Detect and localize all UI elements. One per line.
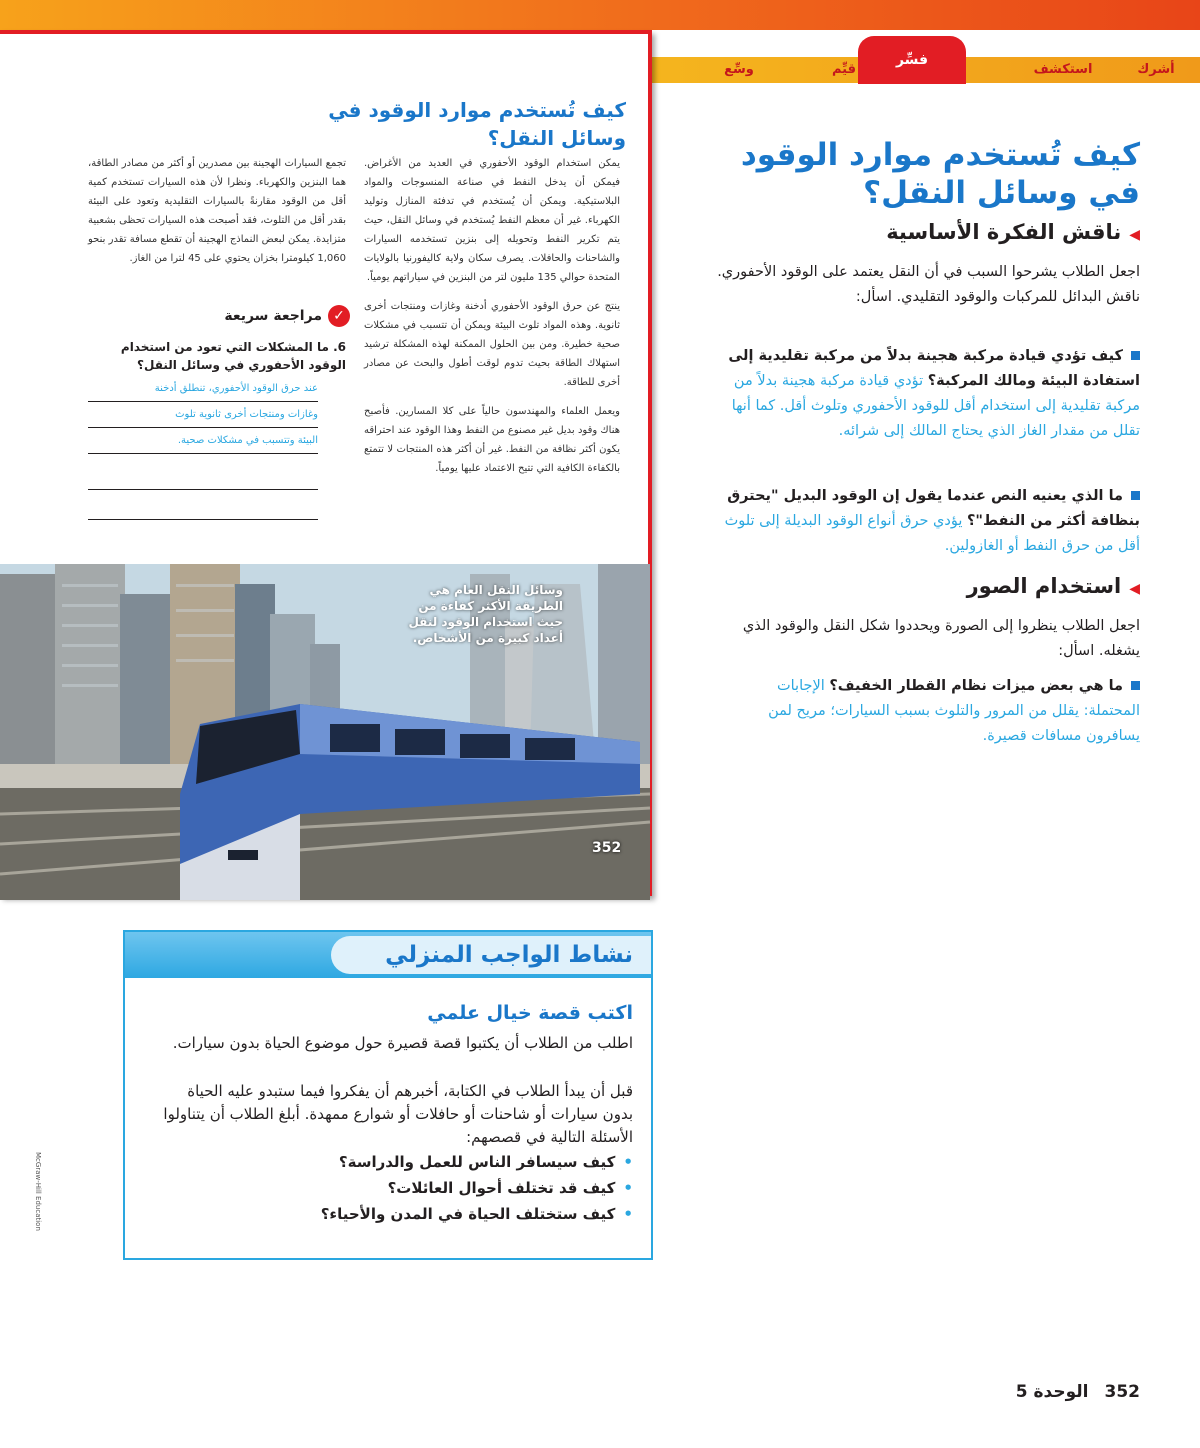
section-body: اجعل الطلاب ينظروا إلى الصورة ويحددوا شكل النقل والوقود الذي يشغله. اسأل: — [742, 618, 1140, 659]
student-page-title: كيف تُستخدم موارد الوقود في وسائل النقل؟ — [328, 98, 626, 150]
section-heading-photos — [700, 574, 1140, 598]
triangle-arrow-icon: ◀ — [1129, 581, 1140, 597]
answer-line: البيئة وتتسبب في مشكلات صحية. — [88, 428, 318, 454]
tab-evaluate[interactable]: قيِّم — [831, 62, 856, 77]
section-heading-discuss — [700, 220, 1140, 244]
bullet-text: كيف قد تختلف أحوال العائلات؟ — [387, 1179, 616, 1197]
question-text: ما هي بعض ميزات نظام القطار الخفيف؟ — [829, 678, 1123, 694]
quick-review-header — [200, 304, 350, 328]
student-paragraph: يمكن استخدام الوقود الأحفوري في العديد من الأغراض. فيمكن أن يدخل النفط في صناعة المنسوجات والمواد البلاستيكية. ويمكن أن يُستخدم في تدفئة المنازل وتوليد الكهرباء. غير أن معظم النفط يُستخدم في وسائل النقل، حيث يتم تكرير النفط وتحويله إلى بنزين تستخدمه السيارات والشاحنات والحافلات. يصرف سكان ولاية كاليفورنيا بالولايات المتحدة حوالي 135 مليون لتر من البنزين في سياراتهم يومياً. — [364, 158, 620, 283]
homework-paragraph: اطلب من الطلاب أن يكتبوا قصة قصيرة حول موضوع الحياة بدون سيارات. — [172, 1034, 633, 1052]
student-column-right — [364, 154, 620, 488]
homework-title: نشاط الواجب المنزلي — [331, 936, 651, 974]
question-text: كيف تؤدي قيادة مركبة هجينة بدلاً من مركبة تقليدية إلى استفادة البيئة ومالك المركبة؟ — [728, 348, 1140, 389]
answer-line: عند حرق الوقود الأحفوري، تنطلق أدخنة — [88, 376, 318, 402]
homework-bullet — [153, 1150, 633, 1174]
section-body: اجعل الطلاب يشرحوا السبب في أن النقل يعتمد على الوقود الأحفوري. ناقش البدائل للمركبات والوقود التقليدي. اسأل: — [717, 264, 1140, 305]
student-column-left — [88, 154, 346, 278]
bullet-dot-icon: • — [623, 1153, 633, 1171]
answer-text: تؤدي قيادة مركبة هجينة بدلاً من مركبة تقليدية إلى استخدام أقل للوقود الأحفوري وتلوث أقل. كما أنها تقلل من مقدار الغاز الذي يحتاج المالك إلى شرائه. — [731, 373, 1140, 439]
checkmark-icon: ✓ — [328, 305, 350, 327]
student-paragraph: ينتج عن حرق الوقود الأحفوري أدخنة وغازات ومنتجات أخرى ثانوية. وهذه المواد تلوث البيئة ويمكن أن تتسبب في مشكلات صحية خطيرة. ومن بين الحلول الممكنة لهذه المشكلة ترشيد استهلاك الطاقة بحيث تدوم لوقت أطول والبحث عن مصادر أخرى للطاقة. — [364, 301, 620, 388]
bullet-dot-icon: • — [623, 1179, 633, 1197]
footer-page-number: 352 — [1104, 1382, 1140, 1402]
quick-review-label: مراجعة سريعة — [224, 308, 322, 324]
review-question: 6. ما المشكلات التي تعود من استخدام الوقود الأحفوري في وسائل النقل؟ — [120, 340, 346, 372]
teacher-question — [720, 484, 1140, 559]
answer-line — [88, 494, 318, 520]
student-paragraph: تجمع السيارات الهجينة بين مصدرين أو أكثر من مصادر الطاقة، هما البنزين والكهرباء. ونظرا لأن هذه السيارات تستخدم كمية أقل من الوقود مقارنةً بالسيارات التقليدية وتعود على البيئة بقدر أقل من التلوث، فقد أصبحت هذه السيارات تحظى بشعبية متزايدة. يمكن لبعض النماذج الهجينة أن تقطع مسافة تقدر بنحو 1,060 كيلومترا بخزان يحتوي على 45 لترا من الغاز. — [88, 158, 346, 264]
tab-explain[interactable]: فسِّر — [858, 36, 966, 84]
tab-explore[interactable]: استكشف — [1033, 62, 1093, 77]
homework-subtitle: اكتب قصة خيال علمي — [427, 1002, 633, 1024]
homework-bullet — [153, 1202, 633, 1226]
homework-header-bar — [125, 932, 651, 978]
photo-credit: McGraw-Hill Education — [34, 1152, 42, 1231]
answer-text: يؤدي حرق أنواع الوقود البديلة إلى تلوث أقل من حرق النفط أو الغازولين. — [724, 513, 1140, 554]
student-paragraph: ويعمل العلماء والمهندسون حالياً على كلا المسارين. فأصبح هناك وقود بديل غير مصنوع من النفط وهذا الوقود عند احتراقه يكون أكثر نظافة من النفط. غير أن أكثر هذه المنتجات لا تتمتع بالكفاءة الكافية التي تتيح الاعتماد عليها يومياً. — [364, 406, 620, 474]
answer-text: الإجابات المحتملة: يقلل من المرور والتلوث بسبب السيارات؛ مريح لمن يسافرون مسافات قصيرة. — [768, 678, 1140, 744]
homework-paragraph: قبل أن يبدأ الطلاب في الكتابة، أخبرهم أن يفكروا فيما ستبدو عليه الحياة بدون سيارات أو شاحنات أو حافلات أو شوارع ممهدة. أبلغ الطلاب أن يتناولوا الأسئلة التالية في قصصهم: — [163, 1082, 633, 1146]
teacher-question — [720, 674, 1140, 749]
answer-line: وغازات ومنتجات أخرى ثانوية تلوث — [88, 402, 318, 428]
triangle-arrow-icon: ◀ — [1129, 227, 1140, 243]
tab-engage[interactable]: أشرك — [1137, 62, 1175, 77]
answer-line — [88, 464, 318, 490]
tab-extend[interactable]: وسِّع — [724, 62, 754, 77]
homework-bullet — [153, 1176, 633, 1200]
bullet-dot-icon: • — [623, 1205, 633, 1223]
footer-unit: الوحدة 5 — [1015, 1382, 1089, 1402]
section-heading-text: استخدام الصور — [966, 574, 1122, 598]
top-banner — [0, 0, 1200, 30]
section-heading-text: ناقش الفكرة الأساسية — [886, 220, 1122, 244]
square-bullet-icon — [1131, 681, 1140, 690]
page-footer — [1016, 1382, 1140, 1402]
question-text: ما الذي يعنيه النص عندما يقول إن الوقود البديل "يحترق بنظافة أكثر من النفط"؟ — [727, 488, 1140, 529]
student-page-number: 352 — [592, 840, 622, 856]
bullet-text: كيف ستختلف الحياة في المدن والأحياء؟ — [320, 1205, 616, 1223]
photo-caption: وسائل النقل العام هي الطريقة الأكثر كفاءة من حيث استخدام الوقود لنقل أعداد كبيرة من الأشخاص. — [408, 583, 563, 645]
square-bullet-icon — [1131, 351, 1140, 360]
square-bullet-icon — [1131, 491, 1140, 500]
teacher-question — [720, 344, 1140, 444]
homework-box — [123, 930, 653, 1260]
bullet-text: كيف سيسافر الناس للعمل والدراسة؟ — [338, 1153, 616, 1171]
teacher-title: كيف تُستخدم موارد الوقود في وسائل النقل؟ — [740, 137, 1140, 211]
